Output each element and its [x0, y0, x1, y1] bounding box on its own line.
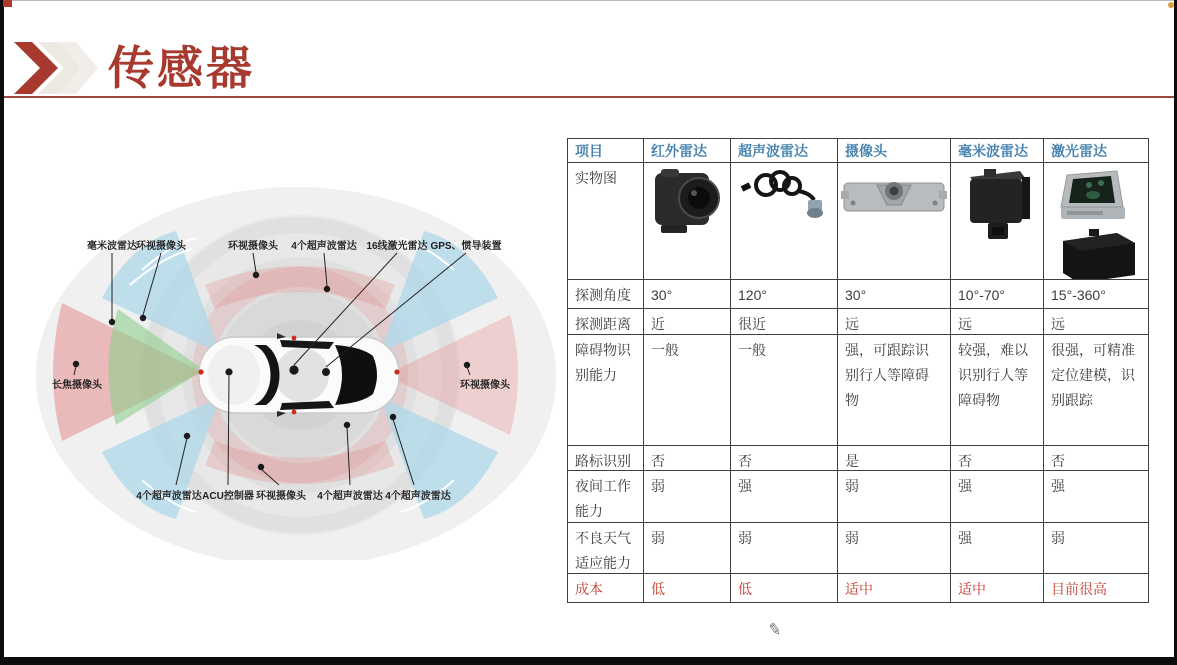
- value-cell: 一般: [644, 335, 731, 446]
- title-bar: [14, 38, 255, 98]
- value-cell: 弱: [838, 471, 951, 523]
- label-mmwave-radar: 毫米波雷达: [87, 241, 137, 252]
- value-cell: 一般: [731, 335, 838, 446]
- label-telephoto-camera: 长焦摄像头: [52, 380, 102, 391]
- row-label: 不良天气适应能力: [568, 523, 644, 574]
- value-cell: 近: [644, 309, 731, 335]
- chevron-decoration-icon: [14, 42, 98, 94]
- label-surround-camera: 环视摄像头: [136, 241, 186, 252]
- sensor-coverage-diagram: [30, 175, 565, 560]
- page-title: 传感器: [108, 42, 255, 94]
- header-cell: 激光雷达: [1044, 139, 1149, 163]
- corner-red-mark: [3, 0, 12, 7]
- header-cell: 毫米波雷达: [951, 139, 1044, 163]
- value-cell: 否: [1044, 446, 1149, 471]
- row-label: 障碍物识别能力: [568, 335, 644, 446]
- photo-lidar: [1044, 163, 1149, 280]
- header-cell: 红外雷达: [644, 139, 731, 163]
- label-surround-camera: 环视摄像头: [460, 380, 510, 391]
- corner-orange-dot: [1168, 2, 1174, 8]
- value-cell: 目前很高: [1044, 574, 1149, 603]
- value-cell: 低: [731, 574, 838, 603]
- photo-camera: [838, 163, 951, 280]
- label-ultrasonic-radar: 4个超声波雷达: [136, 491, 202, 502]
- photo-mmwave-radar: [951, 163, 1044, 280]
- pencil-cursor-icon: ✎: [766, 620, 783, 641]
- value-cell: 是: [838, 446, 951, 471]
- row-label: 路标识别: [568, 446, 644, 471]
- frame-bottom-border: [0, 657, 1177, 665]
- photo-ultrasonic-radar: [731, 163, 838, 280]
- value-cell: 否: [951, 446, 1044, 471]
- value-cell: 30°: [838, 280, 951, 309]
- value-cell: 弱: [644, 471, 731, 523]
- header-cell: 项目: [568, 139, 644, 163]
- label-acu-controller: ACU控制器: [202, 491, 254, 502]
- value-cell: 强: [731, 471, 838, 523]
- value-cell: 低: [644, 574, 731, 603]
- value-cell: 弱: [644, 523, 731, 574]
- value-cell: 强: [1044, 471, 1149, 523]
- row-label: 夜间工作能力: [568, 471, 644, 523]
- label-surround-camera: 环视摄像头: [228, 241, 278, 252]
- header-cell: 超声波雷达: [731, 139, 838, 163]
- label-ultrasonic-radar: 4个超声波雷达: [317, 491, 383, 502]
- value-cell: 弱: [1044, 523, 1149, 574]
- value-cell: 很强，可精准定位建模，识别跟踪: [1044, 335, 1149, 446]
- value-cell: 远: [838, 309, 951, 335]
- sensor-comparison-table: [567, 138, 1149, 603]
- row-label: 实物图: [568, 163, 644, 280]
- value-cell: 适中: [951, 574, 1044, 603]
- value-cell: 10°-70°: [951, 280, 1044, 309]
- value-cell: 强: [951, 471, 1044, 523]
- value-cell: 很近: [731, 309, 838, 335]
- value-cell: 否: [731, 446, 838, 471]
- value-cell: 强，可跟踪识别行人等障碍物: [838, 335, 951, 446]
- label-gps-imu: GPS、惯导装置: [430, 241, 502, 252]
- value-cell: 120°: [731, 280, 838, 309]
- value-cell: 远: [951, 309, 1044, 335]
- row-label: 探测距离: [568, 309, 644, 335]
- label-ultrasonic-radar: 4个超声波雷达: [385, 491, 451, 502]
- row-label: 探测角度: [568, 280, 644, 309]
- label-ultrasonic-radar: 4个超声波雷达: [291, 241, 357, 252]
- frame-left-border: [0, 0, 4, 665]
- label-surround-camera: 环视摄像头: [256, 491, 306, 502]
- value-cell: 适中: [838, 574, 951, 603]
- value-cell: 否: [644, 446, 731, 471]
- value-cell: 15°-360°: [1044, 280, 1149, 309]
- value-cell: 30°: [644, 280, 731, 309]
- coverage-graphic: [30, 175, 565, 560]
- row-label: 成本: [568, 574, 644, 603]
- header-cell: 摄像头: [838, 139, 951, 163]
- value-cell: 强: [951, 523, 1044, 574]
- value-cell: 远: [1044, 309, 1149, 335]
- label-16line-lidar: 16线激光雷达: [366, 241, 428, 252]
- value-cell: 弱: [731, 523, 838, 574]
- photo-infrared-radar: [644, 163, 731, 280]
- frame-top-border: [0, 0, 1177, 1]
- value-cell: 较强，难以识别行人等障碍物: [951, 335, 1044, 446]
- title-divider: [4, 96, 1174, 98]
- value-cell: 弱: [838, 523, 951, 574]
